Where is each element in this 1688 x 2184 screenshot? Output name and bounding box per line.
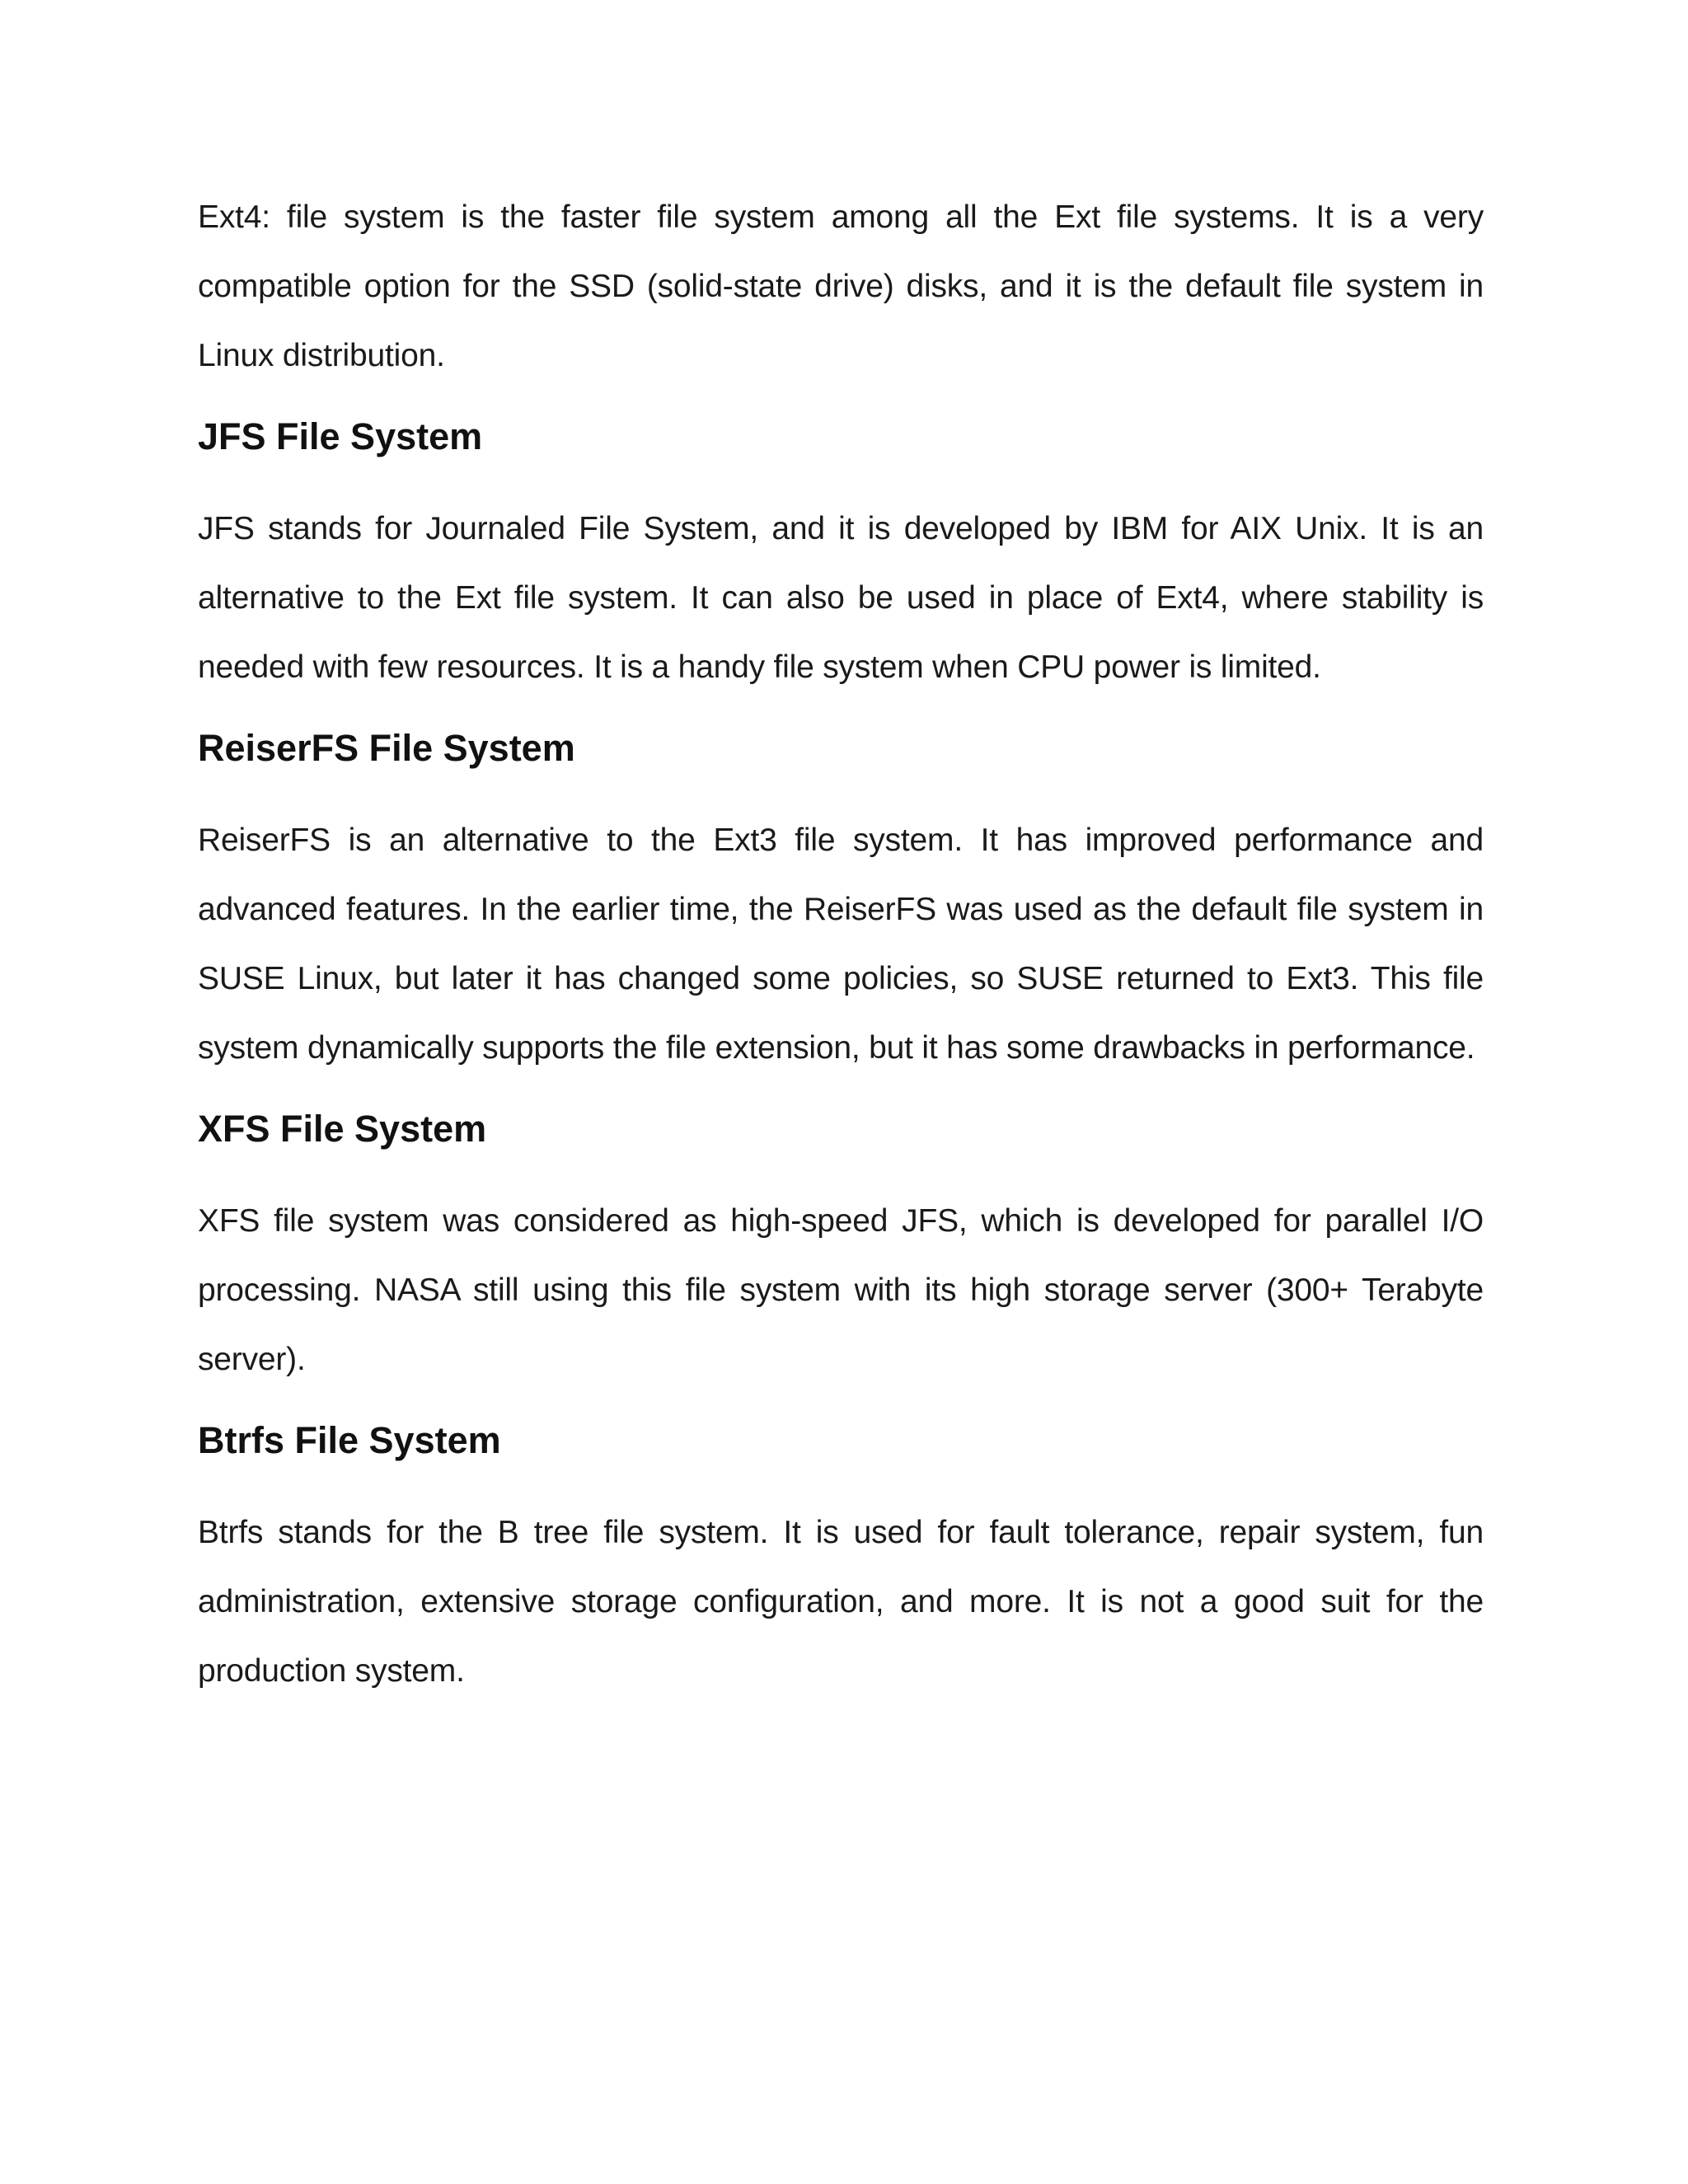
- btrfs-heading: Btrfs File System: [198, 1419, 501, 1461]
- jfs-paragraph: JFS stands for Journaled File System, and it is developed by IBM for AIX Unix. It is an alternative to the Ext file system. It can also be used in place of Ext4, where stability is needed with few resources. It is a handy file system when CPU power is limited.: [198, 511, 1484, 685]
- jfs-heading: JFS File System: [198, 415, 483, 457]
- document-page: [198, 183, 1484, 1706]
- reiserfs-paragraph: ReiserFS is an alternative to the Ext3 file system. It has improved performance and advanced features. In the earlier time, the ReiserFS was used as the default file system in SUSE Linux, but later it has changed some policies, so SUSE returned to Ext3. This file system dynamically supports the file extension, but it has some drawbacks in performance.: [198, 823, 1484, 1066]
- xfs-heading: XFS File System: [198, 1108, 487, 1150]
- ext4-paragraph: Ext4: file system is the faster file system among all the Ext file systems. It is a very compatible option for the SSD (solid-state drive) disks, and it is the default file system in Linux distribution.: [198, 199, 1484, 373]
- reiserfs-heading: ReiserFS File System: [198, 727, 575, 769]
- xfs-paragraph: XFS file system was considered as high-speed JFS, which is developed for parallel I/O processing. NASA still using this file system with its high storage server (300+ Terabyte server).: [198, 1203, 1484, 1377]
- btrfs-paragraph: Btrfs stands for the B tree file system. It is used for fault tolerance, repair system, fun administration, extensive storage configuration, and more. It is not a good suit for the production system.: [198, 1515, 1484, 1689]
